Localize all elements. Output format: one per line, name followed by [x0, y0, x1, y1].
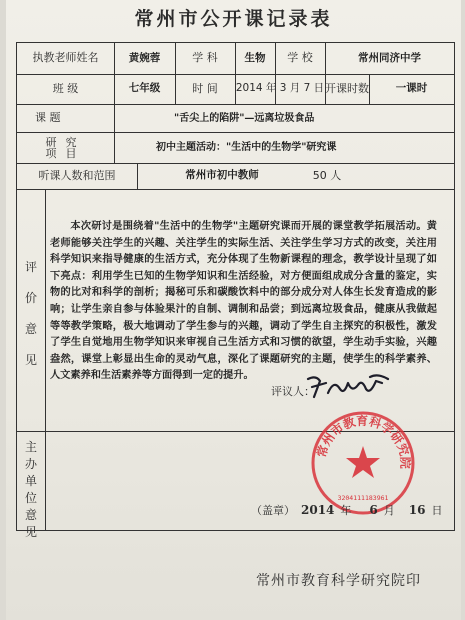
col-divider: [45, 189, 46, 530]
organizer-label-char: 单: [24, 474, 37, 488]
school-value: 常州同济中学: [358, 51, 421, 64]
subject-value: 生物: [244, 51, 266, 64]
evaluation-text: 本次研讨是围绕着"生活中的生物学"主题研究课而开展的课堂教学拓展活动。黄老师能够关注学生的兴趣、关注学生的实际生活、关注学生学习方式的改变，关注用科学知识来指导健康的生活方式，充分体现了生物新课程的理念，教学设计呈现了如下亮点：利用学生已知的生物学知识和生活经验，对方便面组成成分含量的鉴定，实物的比对和科学的剖析；揭秘可乐和碳酸饮料中的部分成分对人体生长发育造成的影响；让学生亲自参与体验果汁的自制、调制和品尝；到远离垃圾食品，健康从我做起等等教学策略，极大地调动了学生参与的兴趣，调动了学生自主探究的积极性，激发了学生自觉地用生物学知识来审视自己生活方式和习惯的欲望，学生动手实验，兴趣盎然，课堂上彰显出生命的灵动气息，深化了课题研究的主题，使学生的科学素养、人文素养和生活素养等方面得到一定的提升。: [50, 220, 437, 382]
organizer-label-char: 意: [24, 508, 37, 522]
subject-label: 学 科: [192, 51, 218, 65]
organizer-label: [17, 438, 45, 539]
research-label-char: 目: [65, 146, 77, 160]
seal-code: 3204111183961: [337, 494, 389, 502]
organizer-label-char: 主: [24, 440, 37, 454]
organizer-label-char: 见: [24, 525, 37, 539]
reviewer-label: 评议人：: [271, 385, 315, 398]
audience-label: 听课人数和范围: [38, 168, 116, 182]
seal-note: （盖章）: [251, 504, 295, 517]
document-page: [6, 0, 461, 620]
date-month-unit: 月: [383, 504, 395, 517]
date-month: 6: [369, 503, 378, 517]
research-label-char: 究: [65, 135, 77, 149]
research-label-char: 研: [45, 135, 57, 149]
date-day-unit: 日: [431, 504, 443, 517]
time-label: 时 间: [192, 81, 218, 95]
duration-value: 一课时: [395, 82, 428, 95]
row-divider: [17, 189, 454, 190]
duration-label: 开课时数: [325, 81, 369, 95]
reviewer-signature: [304, 371, 394, 401]
audience-scope: 常州市初中教师: [185, 169, 259, 182]
school-label: 学 校: [287, 51, 313, 65]
evaluation-label-char: 评: [24, 260, 37, 274]
evaluation-label-char: 见: [24, 353, 37, 367]
organizer-label-char: 位: [24, 491, 37, 505]
seal-text: 常州市教育科学研究院: [314, 413, 413, 469]
organizer-label-char: 办: [24, 457, 37, 471]
teacher-value: 黄婉蓉: [128, 51, 161, 64]
form-title: 常州市公开课记录表: [134, 8, 333, 30]
teacher-label: 执教老师姓名: [32, 51, 99, 65]
time-value: 2014 年 3 月 7 日: [235, 82, 325, 95]
grade-label: 班 级: [52, 81, 79, 95]
grade-value: 七年级: [128, 82, 161, 95]
research-label-char: 项: [45, 146, 57, 160]
date-year-unit: 年: [340, 504, 352, 517]
col-divider: [137, 163, 138, 189]
research-value: 初中主题活动："生活中的生物学"研究课: [156, 142, 337, 153]
date-year: 2014: [301, 503, 335, 517]
footer-issuer: 常州市教育科学研究院印: [256, 573, 421, 589]
evaluation-label-char: 价: [24, 291, 37, 305]
seal-star-icon: [346, 446, 380, 478]
seal-date: [251, 502, 442, 518]
evaluation-label: [17, 258, 45, 368]
audience-count: 50 人: [312, 168, 342, 182]
topic-value: "舌尖上的陷阱"—远离垃圾食品: [174, 112, 315, 124]
evaluation-label-char: 意: [24, 322, 37, 336]
date-day: 16: [408, 503, 426, 517]
topic-label: 课 题: [35, 110, 61, 124]
research-label: [41, 132, 81, 163]
